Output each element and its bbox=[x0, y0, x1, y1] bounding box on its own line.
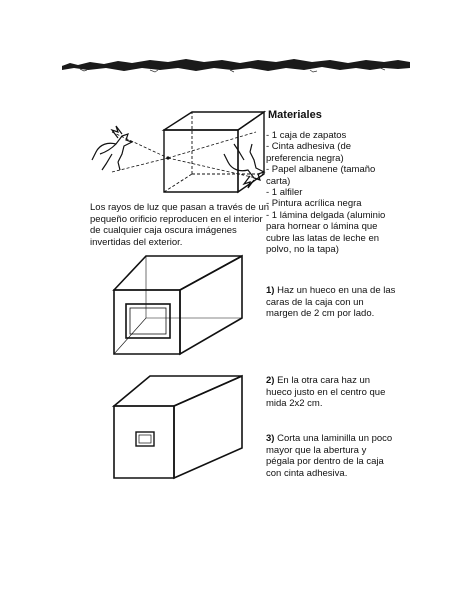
materials-item: - 1 lámina delgada (aluminio para hornear o lámina que cubre las latas de leche en polvo, no la tapa) bbox=[266, 209, 386, 256]
box-small-opening-figure bbox=[108, 368, 248, 484]
materials-item: - 1 caja de zapatos bbox=[266, 130, 347, 141]
materials-list bbox=[266, 130, 392, 255]
materials-item: - Pintura acrílica negra bbox=[266, 198, 362, 210]
intro-paragraph: Los rayos de luz que pasan a través de un pequeño orificio reproducen en el interior de cualquier caja oscura imágenes invertidas del exterior. bbox=[90, 202, 270, 248]
materials-item: - Papel albanene (tamaño carta) bbox=[266, 164, 376, 187]
pinhole-camera-figure bbox=[88, 100, 268, 200]
step-1 bbox=[266, 285, 396, 320]
step-1-text: Haz un hueco en una de las caras de la caja con un margen de 2 cm por lado. bbox=[266, 285, 396, 319]
step-3-text: Corta una laminilla un poco mayor que la abertura y pégala por dentro de la caja con cinta adhesiva. bbox=[266, 433, 393, 479]
pinhole bbox=[166, 156, 169, 159]
materials-item: - 1 alfiler bbox=[266, 187, 303, 199]
step-2 bbox=[266, 375, 396, 410]
step-3 bbox=[266, 433, 396, 479]
dark-box bbox=[164, 112, 264, 192]
step-1-number: 1) bbox=[266, 285, 275, 296]
materials-title: Materiales bbox=[268, 109, 322, 121]
step-3-number: 3) bbox=[266, 433, 275, 444]
step-2-number: 2) bbox=[266, 375, 275, 386]
box-large-opening-figure bbox=[108, 248, 248, 360]
step-2-text: En la otra cara haz un hueco justo en el centro que mida 2x2 cm. bbox=[266, 375, 386, 409]
materials-item: - Cinta adhesiva (de preferencia negra) bbox=[266, 141, 352, 164]
inverted-horse-icon bbox=[224, 144, 264, 188]
light-rays bbox=[112, 132, 256, 178]
torn-paper-header bbox=[0, 0, 474, 80]
horse-icon bbox=[92, 126, 132, 170]
